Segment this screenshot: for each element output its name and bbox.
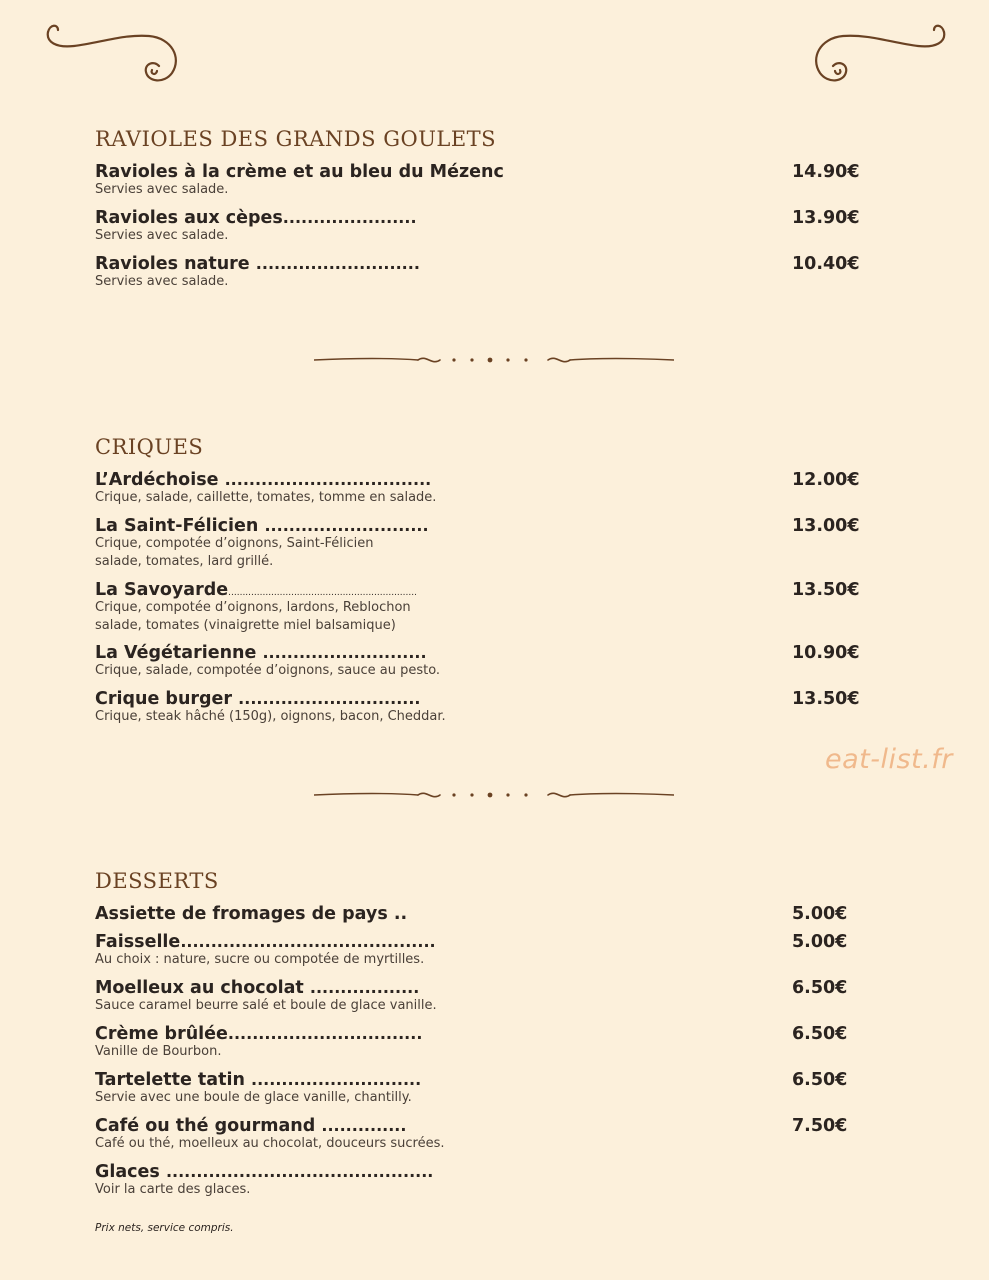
menu-item — [95, 1068, 855, 1107]
menu-item — [95, 930, 855, 969]
item-description: Servies avec salade. — [95, 274, 229, 289]
item-dots: ........................... — [264, 516, 429, 535]
item-dots: ........................... — [255, 254, 420, 273]
menu-item — [95, 252, 860, 291]
item-description: Sauce caramel beurre salé et boule de glace vanille. — [95, 998, 437, 1013]
item-description: Servies avec salade. — [95, 182, 229, 197]
item-name: Faisselle — [95, 932, 181, 952]
menu-item — [95, 641, 860, 680]
menu-item — [95, 687, 860, 726]
watermark-text: eat-list.fr — [825, 744, 953, 775]
ornamental-divider-icon — [314, 785, 674, 805]
item-dots: .................................. — [224, 470, 432, 489]
item-description: Servie avec une boule de glace vanille, chantilly. — [95, 1090, 412, 1105]
ornamental-divider-icon — [314, 350, 674, 370]
item-price: 5.00€ — [792, 932, 848, 952]
item-dots: ............................................ — [165, 1162, 434, 1181]
item-price: 5.00€ — [792, 904, 848, 924]
item-dots: ................................ — [227, 1024, 423, 1043]
item-dots: ...................... — [282, 208, 417, 227]
item-name: Crique burger — [95, 689, 239, 709]
menu-item — [95, 1160, 855, 1199]
item-price: 6.50€ — [792, 1024, 848, 1044]
item-description: Crique, compotée d’oignons, Saint-Félicien salade, tomates, lard grillé. — [95, 536, 374, 569]
item-description: Au choix : nature, sucre ou compotée de myrtilles. — [95, 952, 425, 967]
menu-item — [95, 514, 860, 571]
item-price: 10.90€ — [792, 643, 860, 663]
item-name: Assiette de fromages de pays .. — [95, 904, 408, 924]
menu-item — [95, 578, 860, 635]
item-description: Crique, steak hâché (150g), oignons, bacon, Cheddar. — [95, 709, 446, 724]
item-dots: .................................................................. — [228, 588, 417, 598]
menu-item — [95, 1114, 855, 1153]
section-title-desserts: DESSERTS — [95, 869, 219, 893]
item-price: 10.40€ — [792, 254, 860, 274]
item-description: Café ou thé, moelleux au chocolat, douceurs sucrées. — [95, 1136, 445, 1151]
item-description: Vanille de Bourbon. — [95, 1044, 222, 1059]
item-dots: .............................. — [238, 689, 421, 708]
corner-flourish-left-icon — [44, 18, 184, 88]
item-price: 13.50€ — [792, 689, 860, 709]
item-name: Ravioles à la crème et au bleu du Mézenc — [95, 162, 504, 182]
item-price: 6.50€ — [792, 1070, 848, 1090]
menu-item — [95, 160, 860, 199]
menu-item — [95, 902, 855, 926]
item-name: Tartelette tatin — [95, 1070, 252, 1090]
item-name: Ravioles nature — [95, 254, 256, 274]
item-dots: .......................................... — [180, 932, 436, 951]
item-dots: ............................ — [251, 1070, 422, 1089]
item-name: La Savoyarde — [95, 580, 229, 600]
item-description: Crique, compotée d’oignons, lardons, Reblochon salade, tomates (vinaigrette miel balsamique) — [95, 600, 411, 633]
menu-item — [95, 206, 860, 245]
section-title-criques: CRIQUES — [95, 435, 204, 459]
menu-item — [95, 1022, 855, 1061]
item-price: 14.90€ — [792, 162, 860, 182]
item-price: 6.50€ — [792, 978, 848, 998]
item-description: Servies avec salade. — [95, 228, 229, 243]
item-price: 13.00€ — [792, 516, 860, 536]
item-dots: ........................... — [262, 643, 427, 662]
item-name: La Végétarienne — [95, 643, 263, 663]
item-description: Crique, salade, caillette, tomates, tomme en salade. — [95, 490, 437, 505]
menu-item — [95, 468, 860, 507]
item-price: 13.90€ — [792, 208, 860, 228]
item-description: Crique, salade, compotée d’oignons, sauce au pesto. — [95, 663, 441, 678]
item-name: Glaces — [95, 1162, 166, 1182]
item-price: 7.50€ — [792, 1116, 848, 1136]
item-name: La Saint-Félicien — [95, 516, 265, 536]
corner-flourish-right-icon — [808, 18, 948, 88]
item-name: Café ou thé gourmand — [95, 1116, 322, 1136]
item-description: Voir la carte des glaces. — [95, 1182, 251, 1197]
item-price: 13.50€ — [792, 580, 860, 600]
item-dots: .............. — [321, 1116, 407, 1135]
item-dots: .................. — [309, 978, 420, 997]
item-name: Crème brûlée — [95, 1024, 228, 1044]
item-name: Ravioles aux cèpes — [95, 208, 283, 228]
footnote: Prix nets, service compris. — [95, 1222, 234, 1234]
section-title-ravioles: RAVIOLES DES GRANDS GOULETS — [95, 127, 497, 151]
item-name: L’Ardéchoise — [95, 470, 225, 490]
item-price: 12.00€ — [792, 470, 860, 490]
item-name: Moelleux au chocolat — [95, 978, 310, 998]
menu-item — [95, 976, 855, 1015]
